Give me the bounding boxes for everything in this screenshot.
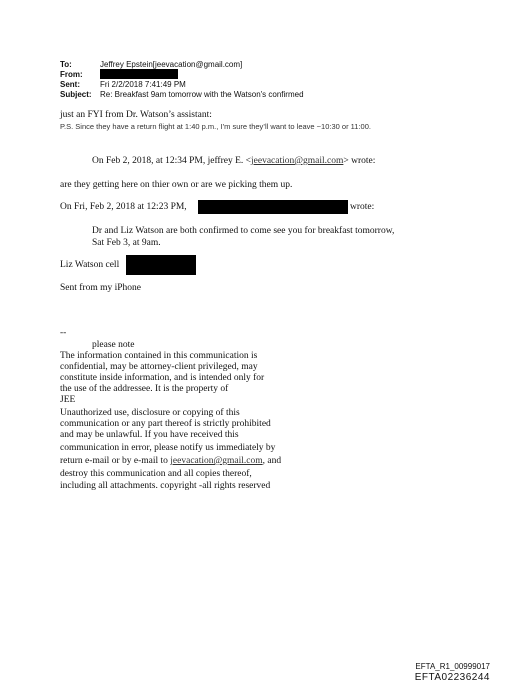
- disclaimer-line: the use of the addressee. It is the property of: [60, 384, 229, 394]
- disclaimer-line: confidential, may be attorney-client privileged, may: [60, 362, 258, 372]
- disclaimer-email-line: [60, 456, 281, 467]
- disclaimer-line: Unauthorized use, disclosure or copying of this: [60, 408, 240, 418]
- quote2-prefix: On Fri, Feb 2, 2018 at 12:23 PM,: [60, 202, 187, 212]
- disclaimer-line: constitute inside information, and is intended only for: [60, 373, 265, 383]
- to-label: To:: [60, 60, 72, 69]
- footer-ref-1: EFTA_R1_00999017: [415, 662, 490, 671]
- email-header: [60, 60, 360, 104]
- email-line-suffix: , and: [262, 456, 282, 466]
- subject-value: Re: Breakfast 9am tomorrow with the Watson's confirmed: [100, 90, 304, 99]
- from-label: From:: [60, 70, 83, 79]
- quote1-prefix: On Feb 2, 2018, at 12:34 PM, jeffrey E. <: [92, 156, 252, 166]
- quote1-suffix: > wrote:: [343, 156, 376, 166]
- from-redaction: [100, 69, 178, 79]
- disclaimer-line: JEE: [60, 395, 76, 405]
- disclaimer-line: and may be unlawful. If you have received this: [60, 430, 239, 440]
- email-line-prefix: return e-mail or by e-mail to: [60, 456, 171, 466]
- sender-redaction: [198, 200, 348, 214]
- signature-dashes: --: [60, 328, 67, 338]
- disclaimer-line: communication or any part thereof is strictly prohibited: [60, 419, 271, 429]
- quote2-line: [60, 202, 390, 214]
- disclaimer-line: communication in error, please notify us immediately by: [60, 443, 276, 453]
- sent-from-line: Sent from my iPhone: [60, 283, 142, 293]
- to-value: Jeffrey Epstein[jeevacation@gmail.com]: [100, 60, 243, 69]
- quote2-suffix: wrote:: [350, 202, 375, 212]
- fyi-line: just an FYI from Dr. Watson’s assistant:: [60, 110, 212, 120]
- cell-label: Liz Watson cell: [60, 260, 120, 270]
- disclaimer-line: destroy this communication and all copies thereof,: [60, 469, 252, 479]
- disclaimer-line: including all attachments. copyright -all rights reserved: [60, 481, 271, 491]
- sent-value: Fri 2/2/2018 7:41:49 PM: [100, 80, 186, 89]
- ps-line: P.S. Since they have a return flight at 1:40 p.m., I’m sure they’ll want to leave ~10:30 or 11:00.: [60, 122, 371, 131]
- disclaimer-line: The information contained in this communication is: [60, 351, 258, 361]
- confirm-line-1: Dr and Liz Watson are both confirmed to come see you for breakfast tomorrow,: [92, 226, 395, 236]
- disclaimer-email-link[interactable]: jeevacation@gmail.com: [170, 456, 263, 466]
- cell-redaction: [126, 255, 196, 275]
- quote1-email-link[interactable]: jeevacation@gmail.com: [251, 156, 344, 166]
- quote1-line: [92, 156, 375, 167]
- question-line: are they getting here on thier own or are we picking them up.: [60, 180, 293, 190]
- subject-label: Subject:: [60, 90, 92, 99]
- please-note: please note: [92, 340, 135, 350]
- footer-ref-2: EFTA02236244: [414, 672, 490, 683]
- sent-label: Sent:: [60, 80, 80, 89]
- cell-line: [60, 260, 210, 274]
- confirm-line-2: Sat Feb 3, at 9am.: [92, 238, 161, 248]
